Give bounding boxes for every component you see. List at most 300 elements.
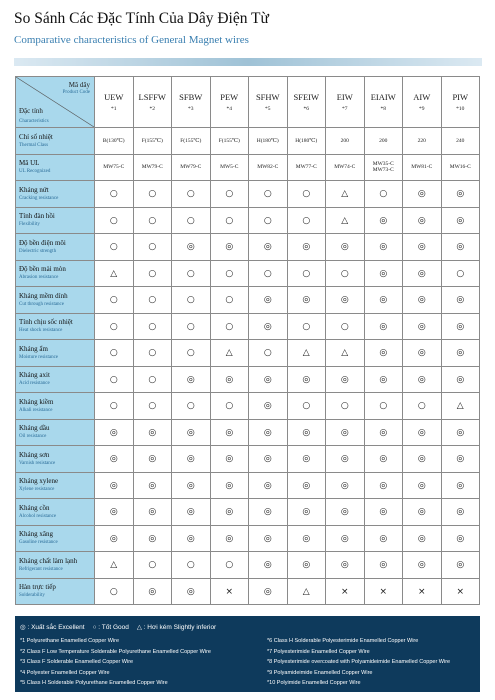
rating-symbol: ◎ — [417, 268, 426, 279]
rating-symbol: ◎ — [340, 454, 349, 465]
table-cell — [287, 181, 326, 208]
column-product-code: LSFFW — [138, 92, 166, 102]
table-cell — [210, 552, 249, 579]
table-cell — [95, 181, 134, 208]
row-label — [16, 446, 95, 473]
symbol-legend — [20, 623, 224, 631]
table-corner-header — [16, 77, 95, 128]
rating-symbol: ○ — [263, 215, 272, 226]
table-cell — [441, 552, 480, 579]
rating-symbol: ◎ — [456, 374, 465, 385]
cell-value: B(130℃) — [102, 137, 125, 144]
rating-symbol: ◎ — [379, 321, 388, 332]
table-cell — [326, 446, 365, 473]
table-cell — [172, 419, 211, 446]
table-cell — [210, 234, 249, 261]
table-row — [16, 287, 480, 314]
table-row — [16, 499, 480, 526]
table-cell — [403, 525, 442, 552]
table-cell — [95, 287, 134, 314]
rating-symbol: ○ — [186, 401, 195, 412]
rating-symbol: ○ — [302, 215, 311, 226]
row-label-en: Cracking resistance — [19, 195, 59, 201]
table-cell — [249, 419, 288, 446]
cell-value: MW35-C MW73-C — [372, 160, 394, 174]
rating-symbol: ◎ — [302, 427, 311, 438]
rating-symbol: ◎ — [340, 295, 349, 306]
table-cell — [441, 207, 480, 234]
cell-value: H(180℃) — [256, 137, 279, 144]
table-cell — [95, 393, 134, 420]
table-cell — [172, 234, 211, 261]
rating-symbol: ○ — [109, 242, 118, 253]
cell-value: MW77-C — [295, 164, 317, 170]
cell-value: MW81-C — [411, 164, 433, 170]
row-label-vn: Tính chịu sốc nhiệt — [19, 318, 73, 327]
table-cell — [326, 154, 365, 181]
rating-symbol: ○ — [225, 189, 234, 200]
table-cell — [172, 340, 211, 367]
column-header-uew — [95, 77, 134, 128]
rating-symbol: ◎ — [417, 189, 426, 200]
row-label — [16, 207, 95, 234]
table-cell — [287, 287, 326, 314]
cell-value: MW82-C — [257, 164, 279, 170]
table-cell — [364, 313, 403, 340]
column-note-ref: *9 — [419, 106, 425, 112]
rating-symbol: ○ — [148, 215, 157, 226]
rating-symbol: ◎ — [263, 560, 272, 571]
rating-symbol: ◎ — [186, 454, 195, 465]
table-cell — [249, 552, 288, 579]
row-label-vn: Chỉ số nhiệt — [19, 132, 53, 141]
rating-symbol: ◎ — [109, 480, 118, 491]
table-cell — [249, 234, 288, 261]
rating-symbol: ○ — [263, 189, 272, 200]
table-cell — [403, 207, 442, 234]
table-cell — [403, 578, 442, 605]
rating-symbol: ◎ — [417, 321, 426, 332]
footnote: *8 Polyesterimide overcoated with Polyamideimide Enamelled Copper Wire — [267, 659, 451, 665]
rating-symbol: × — [379, 586, 388, 597]
table-cell — [172, 393, 211, 420]
table-cell — [441, 446, 480, 473]
row-label — [16, 393, 95, 420]
row-label — [16, 472, 95, 499]
table-cell — [95, 313, 134, 340]
table-cell — [133, 207, 172, 234]
table-cell — [403, 181, 442, 208]
rating-symbol: ◎ — [302, 507, 311, 518]
cell-value: F(155℃) — [180, 137, 202, 144]
table-cell — [172, 154, 211, 181]
rating-symbol: ◎ — [456, 295, 465, 306]
table-cell — [364, 552, 403, 579]
table-cell — [403, 393, 442, 420]
rating-symbol: ○ — [186, 189, 195, 200]
table-cell — [326, 313, 365, 340]
column-note-ref: *5 — [265, 106, 271, 112]
rating-symbol: ◎ — [148, 480, 157, 491]
comparison-table-wrapper — [15, 76, 480, 605]
footnote: *7 Polyesterimide Enamelled Copper Wire — [267, 648, 370, 655]
rating-symbol: ○ — [148, 348, 157, 359]
row-label-en: Thermal Class — [19, 142, 49, 148]
table-row — [16, 552, 480, 579]
table-cell — [210, 181, 249, 208]
row-label-en: Abrasion resistance — [19, 275, 59, 281]
rating-symbol: ○ — [417, 401, 426, 412]
table-cell — [326, 181, 365, 208]
rating-symbol: ◎ — [417, 242, 426, 253]
rating-symbol: ◎ — [302, 374, 311, 385]
rating-symbol: ◎ — [417, 480, 426, 491]
rating-symbol: ○ — [263, 268, 272, 279]
table-cell — [133, 313, 172, 340]
rating-symbol: ◎ — [302, 454, 311, 465]
table-cell — [133, 340, 172, 367]
table-cell — [403, 234, 442, 261]
table-cell — [287, 472, 326, 499]
table-cell — [326, 393, 365, 420]
table-row — [16, 525, 480, 552]
row-label-vn: Mã UL — [19, 159, 40, 168]
rating-symbol: × — [417, 586, 426, 597]
table-cell — [326, 287, 365, 314]
row-label — [16, 287, 95, 314]
table-cell — [287, 260, 326, 287]
cell-value: MW75-C — [103, 164, 125, 170]
page-subtitle: Comparative characteristics of General Magnet wires — [14, 34, 249, 46]
cell-value: H(180℃) — [295, 137, 318, 144]
row-label-en: Acid resistance — [19, 381, 50, 387]
rating-symbol: ◎ — [417, 215, 426, 226]
table-cell — [210, 260, 249, 287]
row-label-vn: Kháng ẩm — [19, 344, 48, 353]
table-cell — [403, 154, 442, 181]
rating-symbol: ◎ — [302, 480, 311, 491]
table-cell — [172, 207, 211, 234]
table-cell — [172, 366, 211, 393]
row-label-vn: Độ bền mài mòn — [19, 265, 66, 274]
column-header-sfhw — [249, 77, 288, 128]
column-note-ref: *10 — [456, 106, 465, 112]
cell-value: MW79-C — [180, 164, 202, 170]
table-cell — [441, 472, 480, 499]
table-cell — [326, 260, 365, 287]
row-label-vn: Kháng dầu — [19, 424, 50, 433]
table-cell — [441, 128, 480, 155]
rating-symbol: ◎ — [340, 507, 349, 518]
row-label-en: Cut through resistance — [19, 301, 64, 307]
table-cell — [364, 472, 403, 499]
table-cell — [172, 181, 211, 208]
table-cell — [133, 472, 172, 499]
table-cell — [133, 525, 172, 552]
rating-symbol: ◎ — [417, 533, 426, 544]
table-cell — [210, 525, 249, 552]
row-label-vn: Tính đàn hồi — [19, 212, 55, 221]
rating-symbol: ◎ — [456, 480, 465, 491]
rating-symbol: ○ — [302, 189, 311, 200]
table-cell — [441, 499, 480, 526]
table-cell — [210, 207, 249, 234]
rating-symbol: ◎ — [340, 560, 349, 571]
rating-symbol: ○ — [379, 189, 388, 200]
table-cell — [287, 393, 326, 420]
rating-symbol: ◎ — [263, 295, 272, 306]
rating-symbol: ○ — [302, 268, 311, 279]
column-note-ref: *6 — [303, 106, 309, 112]
row-label-vn: Kháng kiềm — [19, 397, 54, 406]
rating-symbol: ○ — [109, 295, 118, 306]
table-cell — [287, 154, 326, 181]
legend-item: ◎ : Xuất sắc Excellent — [20, 624, 85, 631]
footnote: *9 Polyamideimide Enamelled Copper Wire — [267, 669, 373, 676]
column-product-code: EIW — [336, 92, 353, 102]
table-cell — [441, 419, 480, 446]
footnote: *6 Class H Solderable Polyesterimide Enamelled Copper Wire — [267, 638, 419, 644]
table-cell — [403, 128, 442, 155]
table-row — [16, 340, 480, 367]
table-cell — [172, 499, 211, 526]
table-cell — [326, 234, 365, 261]
rating-symbol: ○ — [148, 401, 157, 412]
table-cell — [326, 366, 365, 393]
rating-symbol: ◎ — [340, 427, 349, 438]
corner-characteristics-en: Characteristics — [19, 119, 49, 124]
table-cell — [249, 446, 288, 473]
rating-symbol: ◎ — [263, 454, 272, 465]
table-cell — [95, 260, 134, 287]
table-cell — [210, 154, 249, 181]
rating-symbol: ○ — [148, 268, 157, 279]
table-cell — [249, 154, 288, 181]
table-cell — [403, 313, 442, 340]
rating-symbol: ◎ — [109, 533, 118, 544]
table-cell — [95, 446, 134, 473]
table-row — [16, 154, 480, 181]
rating-symbol: ○ — [225, 560, 234, 571]
rating-symbol: ◎ — [263, 586, 272, 597]
table-cell — [210, 446, 249, 473]
footnote: *5 Class H Solderable Polyurethane Enamelled Copper Wire — [20, 680, 168, 686]
rating-symbol: ◎ — [186, 242, 195, 253]
table-cell — [95, 234, 134, 261]
table-cell — [326, 472, 365, 499]
rating-symbol: × — [340, 586, 349, 597]
table-cell — [249, 128, 288, 155]
rating-symbol: ◎ — [340, 480, 349, 491]
table-cell — [172, 552, 211, 579]
table-cell — [210, 287, 249, 314]
row-label-en: Moisture resistance — [19, 354, 59, 360]
table-cell — [249, 472, 288, 499]
rating-symbol: ◎ — [379, 242, 388, 253]
rating-symbol: ◎ — [263, 321, 272, 332]
rating-symbol: ○ — [109, 321, 118, 332]
table-cell — [172, 313, 211, 340]
column-product-code: UEW — [104, 92, 124, 102]
rating-symbol: ◎ — [263, 374, 272, 385]
column-product-code: PIW — [452, 92, 469, 102]
rating-symbol: ◎ — [456, 427, 465, 438]
rating-symbol: ○ — [456, 268, 465, 279]
table-cell — [172, 260, 211, 287]
rating-symbol: ◎ — [417, 374, 426, 385]
rating-symbol: ○ — [225, 215, 234, 226]
rating-symbol: △ — [110, 268, 118, 279]
rating-symbol: ◎ — [109, 427, 118, 438]
notes-left — [20, 636, 211, 689]
table-cell — [249, 207, 288, 234]
table-cell — [287, 313, 326, 340]
table-cell — [249, 578, 288, 605]
table-cell — [95, 472, 134, 499]
rating-symbol: ◎ — [417, 295, 426, 306]
row-label-en: Xylene resistance — [19, 487, 55, 493]
rating-symbol: ○ — [148, 295, 157, 306]
table-cell — [95, 340, 134, 367]
table-cell — [441, 154, 480, 181]
rating-symbol: ○ — [186, 215, 195, 226]
rating-symbol: ○ — [109, 374, 118, 385]
table-cell — [441, 578, 480, 605]
column-note-ref: *2 — [149, 106, 155, 112]
column-header-sfeiw — [287, 77, 326, 128]
row-label — [16, 340, 95, 367]
rating-symbol: ○ — [379, 401, 388, 412]
table-cell — [210, 366, 249, 393]
table-cell — [95, 366, 134, 393]
table-cell — [249, 313, 288, 340]
table-row — [16, 472, 480, 499]
corner-characteristics-vn: Đặc tính — [19, 107, 43, 115]
table-cell — [210, 393, 249, 420]
table-cell — [364, 181, 403, 208]
legend-item: ○ : Tốt Good — [92, 624, 129, 631]
table-cell — [133, 260, 172, 287]
rating-symbol: ○ — [148, 189, 157, 200]
row-label — [16, 525, 95, 552]
cell-value: 240 — [456, 137, 465, 144]
rating-symbol: ◎ — [456, 507, 465, 518]
table-cell — [364, 499, 403, 526]
rating-symbol: ◎ — [456, 189, 465, 200]
table-cell — [95, 419, 134, 446]
column-note-ref: *1 — [111, 106, 117, 112]
rating-symbol: ◎ — [263, 242, 272, 253]
table-cell — [403, 287, 442, 314]
rating-symbol: △ — [341, 189, 349, 200]
column-note-ref: *7 — [342, 106, 348, 112]
rating-symbol: ○ — [186, 560, 195, 571]
rating-symbol: ◎ — [302, 560, 311, 571]
column-header-eiw — [326, 77, 365, 128]
corner-product-code-en: Product Code — [62, 90, 90, 95]
rating-symbol: ○ — [109, 215, 118, 226]
rating-symbol: △ — [225, 348, 233, 359]
table-cell — [403, 366, 442, 393]
rating-symbol: △ — [110, 560, 118, 571]
table-cell — [210, 578, 249, 605]
rating-symbol: ◎ — [456, 533, 465, 544]
rating-symbol: ◎ — [263, 427, 272, 438]
rating-symbol: ◎ — [148, 533, 157, 544]
row-label — [16, 154, 95, 181]
row-label — [16, 366, 95, 393]
table-cell — [287, 366, 326, 393]
rating-symbol: ◎ — [263, 507, 272, 518]
table-row — [16, 419, 480, 446]
row-label — [16, 578, 95, 605]
rating-symbol: ○ — [302, 401, 311, 412]
row-label-vn: Kháng xăng — [19, 530, 54, 539]
cell-value: MW16-C — [449, 164, 471, 170]
rating-symbol: ◎ — [456, 348, 465, 359]
table-cell — [326, 340, 365, 367]
rating-symbol: ○ — [225, 321, 234, 332]
decorative-bar — [14, 58, 482, 66]
rating-symbol: ○ — [302, 321, 311, 332]
rating-symbol: ◎ — [186, 427, 195, 438]
rating-symbol: △ — [341, 215, 349, 226]
rating-symbol: ◎ — [225, 242, 234, 253]
rating-symbol: ◎ — [456, 242, 465, 253]
row-label — [16, 313, 95, 340]
table-cell — [287, 446, 326, 473]
row-label-en: Dielectric strength — [19, 248, 57, 254]
column-header-eiaiw — [364, 77, 403, 128]
row-label-en: Solderability — [19, 593, 45, 599]
table-cell — [249, 393, 288, 420]
table-row — [16, 313, 480, 340]
table-cell — [172, 287, 211, 314]
table-cell — [403, 472, 442, 499]
table-cell — [172, 128, 211, 155]
rating-symbol: ◎ — [379, 507, 388, 518]
row-label-en: Oil resistance — [19, 434, 47, 440]
table-cell — [249, 260, 288, 287]
table-cell — [210, 340, 249, 367]
table-cell — [210, 313, 249, 340]
table-cell — [364, 366, 403, 393]
table-cell — [364, 287, 403, 314]
table-cell — [172, 525, 211, 552]
rating-symbol: ○ — [148, 321, 157, 332]
row-label-vn: Kháng chất làm lạnh — [19, 556, 78, 565]
table-cell — [287, 499, 326, 526]
rating-symbol: ◎ — [379, 427, 388, 438]
table-cell — [287, 128, 326, 155]
row-label-vn: Kháng nứt — [19, 185, 49, 194]
footnote: *4 Polyester Enamelled Copper Wire — [20, 669, 110, 676]
rating-symbol: ◎ — [379, 215, 388, 226]
table-cell — [95, 525, 134, 552]
page-title: So Sánh Các Đặc Tính Của Dây Điện Từ — [14, 10, 269, 27]
table-cell — [249, 499, 288, 526]
rating-symbol: ◎ — [417, 507, 426, 518]
rating-symbol: ◎ — [263, 480, 272, 491]
rating-symbol: ◎ — [379, 295, 388, 306]
rating-symbol: ○ — [148, 560, 157, 571]
rating-symbol: ◎ — [340, 242, 349, 253]
rating-symbol: ○ — [225, 295, 234, 306]
legend-item: △ : Hơi kém Slightly inferior — [136, 624, 217, 631]
row-label — [16, 128, 95, 155]
rating-symbol: ○ — [186, 348, 195, 359]
table-cell — [364, 234, 403, 261]
